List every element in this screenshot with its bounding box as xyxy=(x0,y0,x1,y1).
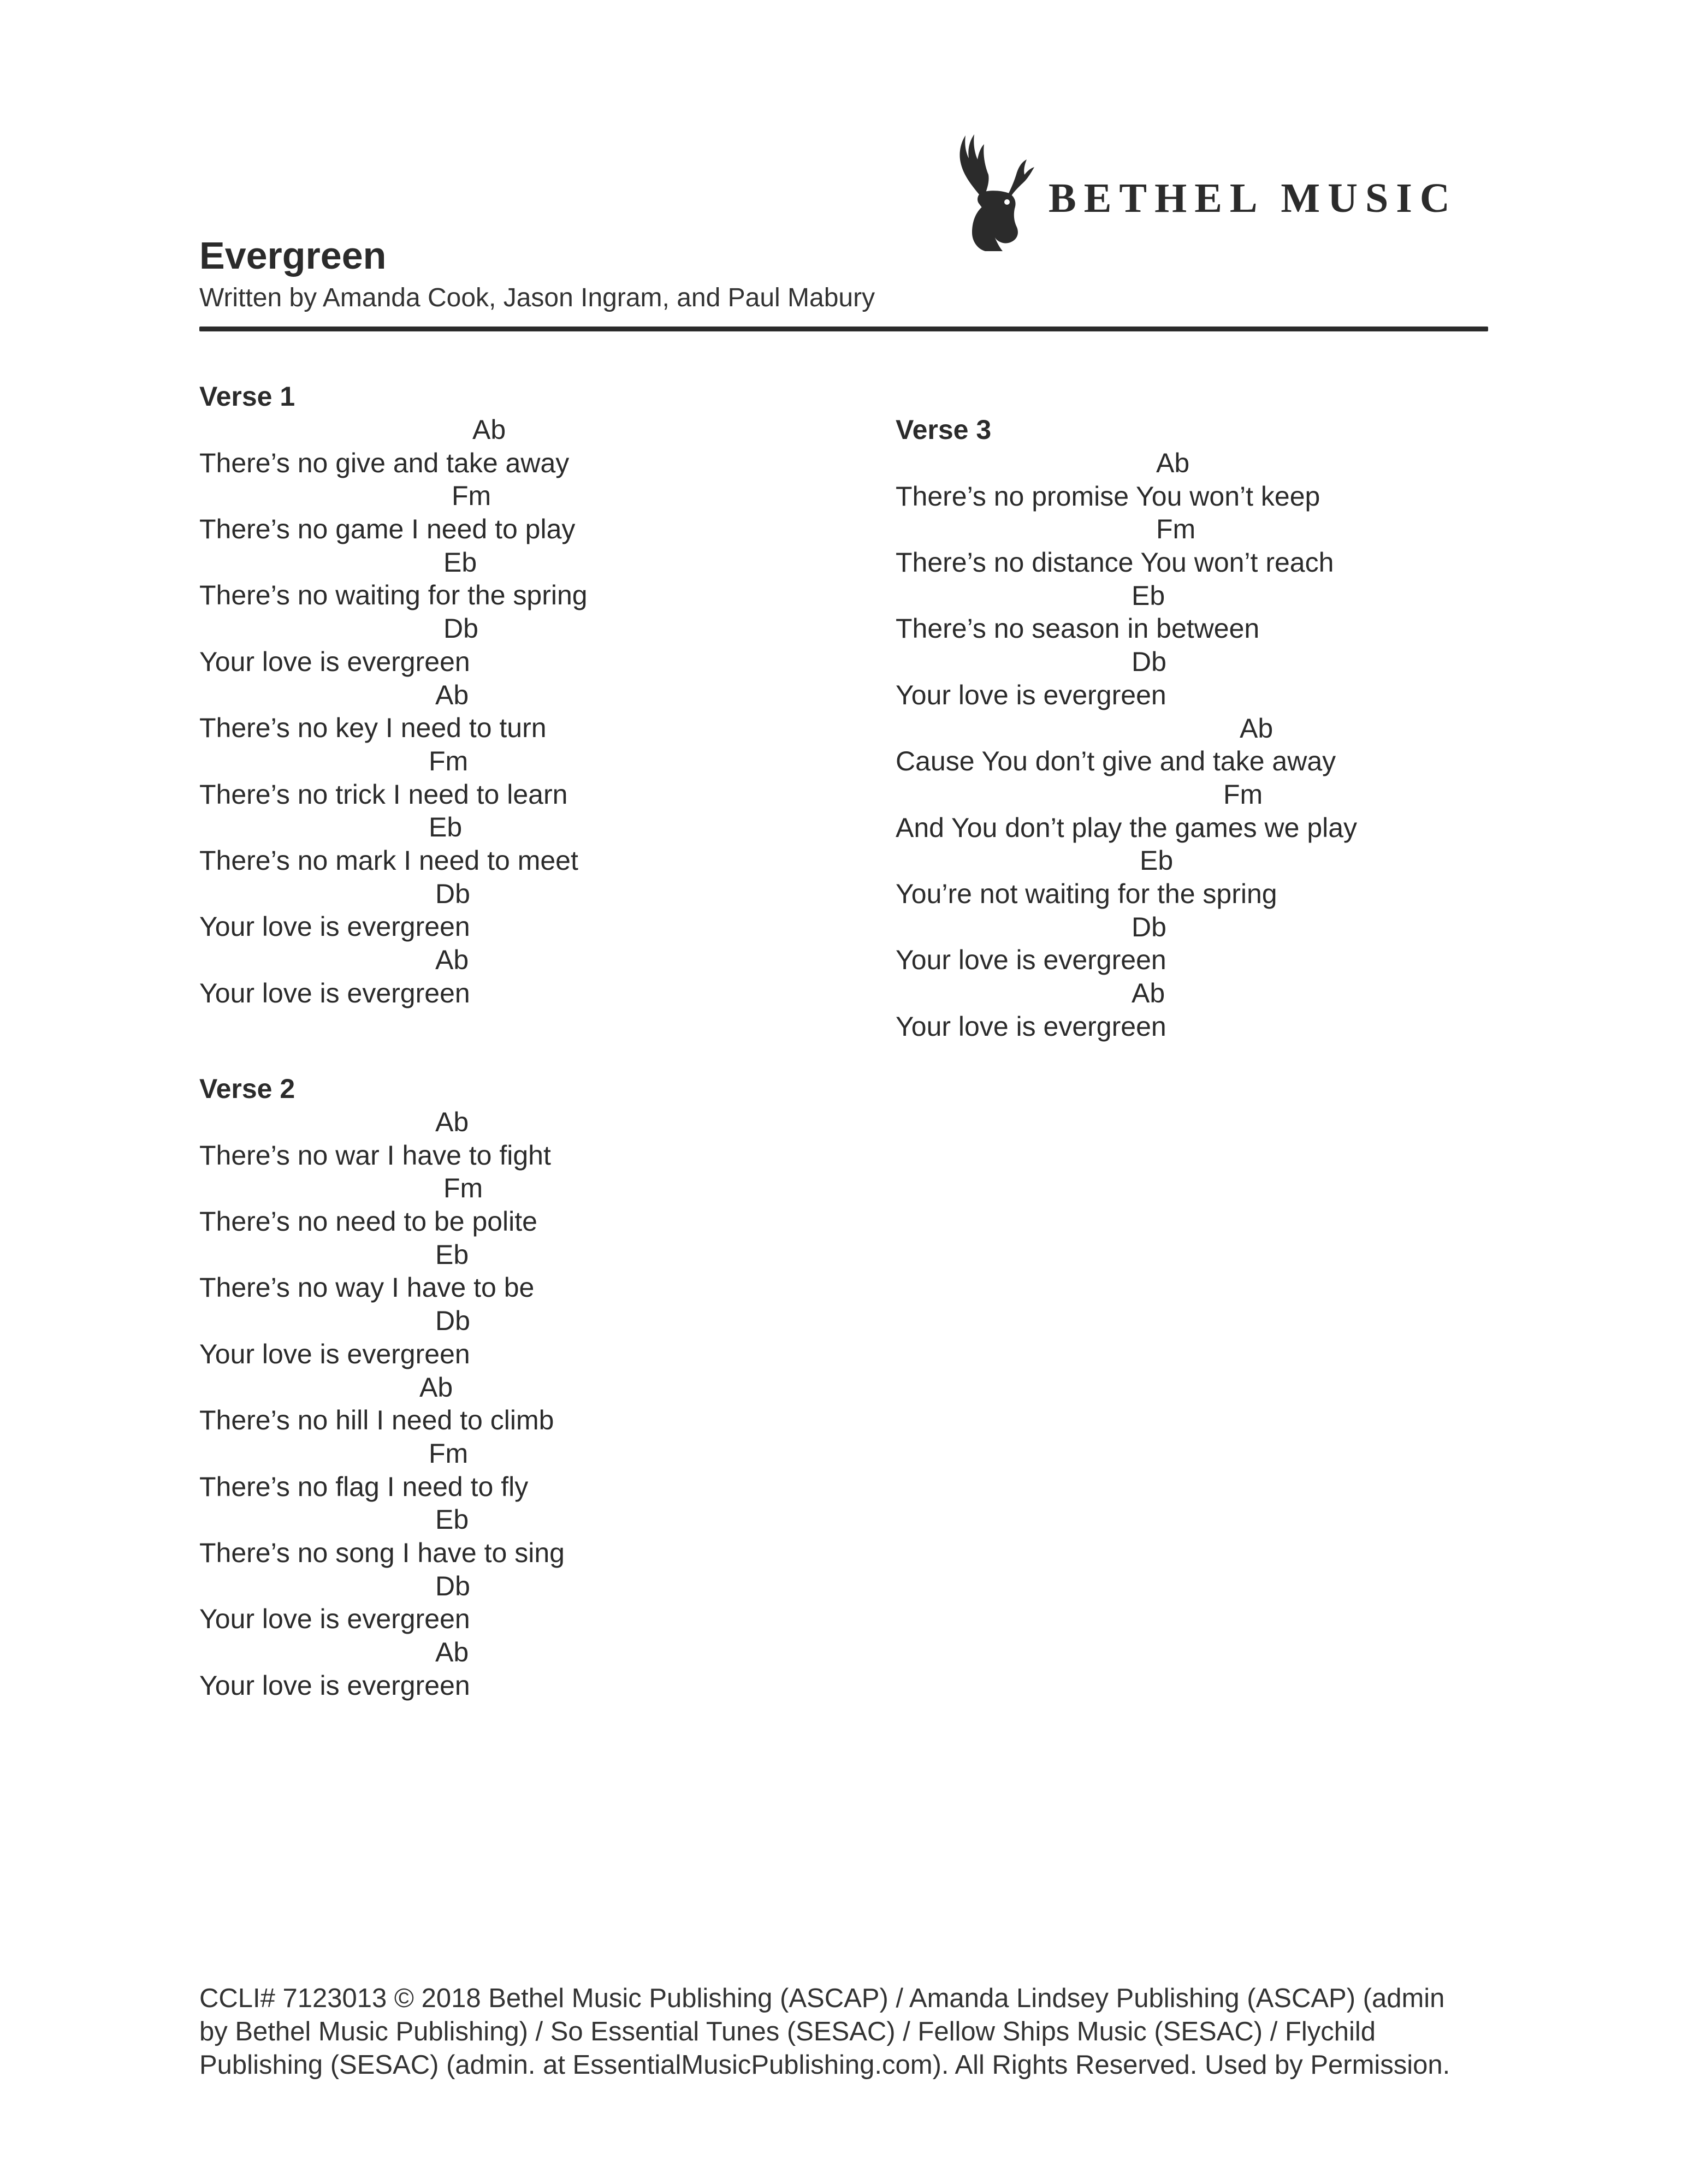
section-title: Verse 3 xyxy=(896,414,992,445)
lyric-line: There’s no key I need to turn xyxy=(199,713,547,744)
chord-line xyxy=(199,413,855,447)
chord-line xyxy=(199,1636,855,1669)
lyric-line: Your love is evergreen xyxy=(199,911,470,942)
chord-line xyxy=(199,745,855,778)
song-credits: Written by Amanda Cook, Jason Ingram, and Paul Mabury xyxy=(199,283,875,312)
chord: Fm xyxy=(429,745,469,776)
chord-line xyxy=(896,911,1551,944)
lyric-line: There’s no song I have to sing xyxy=(199,1537,565,1568)
lyric-line: There’s no give and take away xyxy=(199,447,570,478)
chord-line xyxy=(896,778,1551,811)
chord: Ab xyxy=(435,1637,469,1667)
lyric-line: Your love is evergreen xyxy=(199,1604,470,1635)
chord-line xyxy=(896,844,1551,877)
chord-line xyxy=(199,1570,855,1603)
chord-line xyxy=(199,479,855,513)
lyric-line: There’s no flag I need to fly xyxy=(199,1471,529,1502)
chord: Ab xyxy=(435,945,469,975)
lyric-line: There’s no game I need to play xyxy=(199,514,576,545)
copyright-line: by Bethel Music Publishing) / So Essential Tunes (SESAC) / Fellow Ships Music (SESAC) / Flychild xyxy=(199,2017,1376,2046)
chord-line xyxy=(199,1371,855,1404)
chord: Db xyxy=(443,613,478,644)
verse-3 xyxy=(896,413,1551,1043)
chord: Eb xyxy=(443,547,477,578)
lyric-line: Your love is evergreen xyxy=(199,1338,470,1369)
chord: Db xyxy=(435,1305,470,1337)
header-divider xyxy=(199,327,1488,331)
chord: Eb xyxy=(429,812,463,843)
logo-text: BETHEL MUSIC xyxy=(1049,175,1458,221)
chord-line xyxy=(896,977,1551,1010)
chord-line xyxy=(199,612,855,645)
lyric-line: You’re not waiting for the spring xyxy=(896,878,1277,909)
chord: Fm xyxy=(1223,779,1263,810)
bethel-music-logo xyxy=(950,120,1485,251)
copyright-line: CCLI# 7123013 © 2018 Bethel Music Publishing (ASCAP) / Amanda Lindsey Publishing (ASCAP) (admin xyxy=(199,1984,1445,2013)
chord-line xyxy=(896,712,1551,745)
chord: Eb xyxy=(1132,580,1165,611)
chord: Db xyxy=(1132,911,1166,942)
chord: Ab xyxy=(1240,713,1274,744)
chord-line xyxy=(896,645,1551,679)
lyric-line: And You don’t play the games we play xyxy=(896,812,1358,843)
lyric-line: There’s no hill I need to climb xyxy=(199,1405,554,1436)
chord-line xyxy=(199,1238,855,1272)
lyric-line: Cause You don’t give and take away xyxy=(896,746,1336,777)
lyric-line: There’s no need to be polite xyxy=(199,1206,537,1237)
lyric-line: Your love is evergreen xyxy=(896,679,1166,710)
lyric-line: Your love is evergreen xyxy=(896,1011,1166,1042)
chord: Eb xyxy=(435,1239,469,1270)
lyric-line: There’s no way I have to be xyxy=(199,1272,535,1303)
copyright-footer xyxy=(199,1982,1499,2082)
chord-line xyxy=(896,579,1551,613)
song-title: Evergreen xyxy=(199,234,387,277)
chord-line xyxy=(199,679,855,712)
lyric-line: There’s no season in between xyxy=(896,613,1260,644)
chord: Db xyxy=(1132,646,1166,678)
chord: Fm xyxy=(443,1173,483,1204)
chord: Db xyxy=(435,878,470,909)
chord-line xyxy=(896,513,1551,546)
chord: Ab xyxy=(435,679,469,710)
chord-line xyxy=(199,1503,855,1536)
chord-line xyxy=(199,877,855,911)
lyric-line: There’s no promise You won’t keep xyxy=(896,480,1320,512)
copyright-line: Publishing (SESAC) (admin. at EssentialMusicPublishing.com). All Rights Reserved. Used by Permission. xyxy=(199,2050,1450,2080)
chord: Ab xyxy=(1156,448,1190,478)
chord: Ab xyxy=(1132,978,1165,1008)
chord-line xyxy=(199,546,855,579)
chord-line xyxy=(199,1106,855,1139)
lyric-line: Your love is evergreen xyxy=(896,945,1166,976)
chord: Fm xyxy=(1156,514,1196,545)
chord: Db xyxy=(435,1570,470,1601)
chord-line xyxy=(199,943,855,977)
chord: Ab xyxy=(419,1372,453,1403)
lyric-line: There’s no distance You won’t reach xyxy=(896,547,1334,578)
chord: Ab xyxy=(472,414,506,445)
chord-line xyxy=(199,1304,855,1338)
chord: Fm xyxy=(452,480,491,512)
verse-1 xyxy=(199,380,855,1010)
chord-line xyxy=(896,447,1551,480)
lyric-line: There’s no war I have to fight xyxy=(199,1140,551,1171)
lyric-line: Your love is evergreen xyxy=(199,1670,470,1701)
lyric-line: There’s no mark I need to meet xyxy=(199,845,578,876)
verse-2 xyxy=(199,1072,855,1702)
chord-line xyxy=(199,811,855,844)
chord: Eb xyxy=(435,1504,469,1535)
lyric-line: Your love is evergreen xyxy=(199,977,470,1008)
chord-line xyxy=(199,1172,855,1205)
section-title: Verse 1 xyxy=(199,381,295,412)
chord: Eb xyxy=(1140,845,1174,876)
section-title: Verse 2 xyxy=(199,1073,295,1104)
lyric-line: There’s no trick I need to learn xyxy=(199,779,568,810)
chord: Fm xyxy=(429,1438,469,1469)
lyric-line: There’s no waiting for the spring xyxy=(199,580,588,611)
chord: Ab xyxy=(435,1107,469,1137)
chord-line xyxy=(199,1437,855,1470)
lyric-line: Your love is evergreen xyxy=(199,646,470,677)
deer-head-icon xyxy=(950,120,1038,251)
